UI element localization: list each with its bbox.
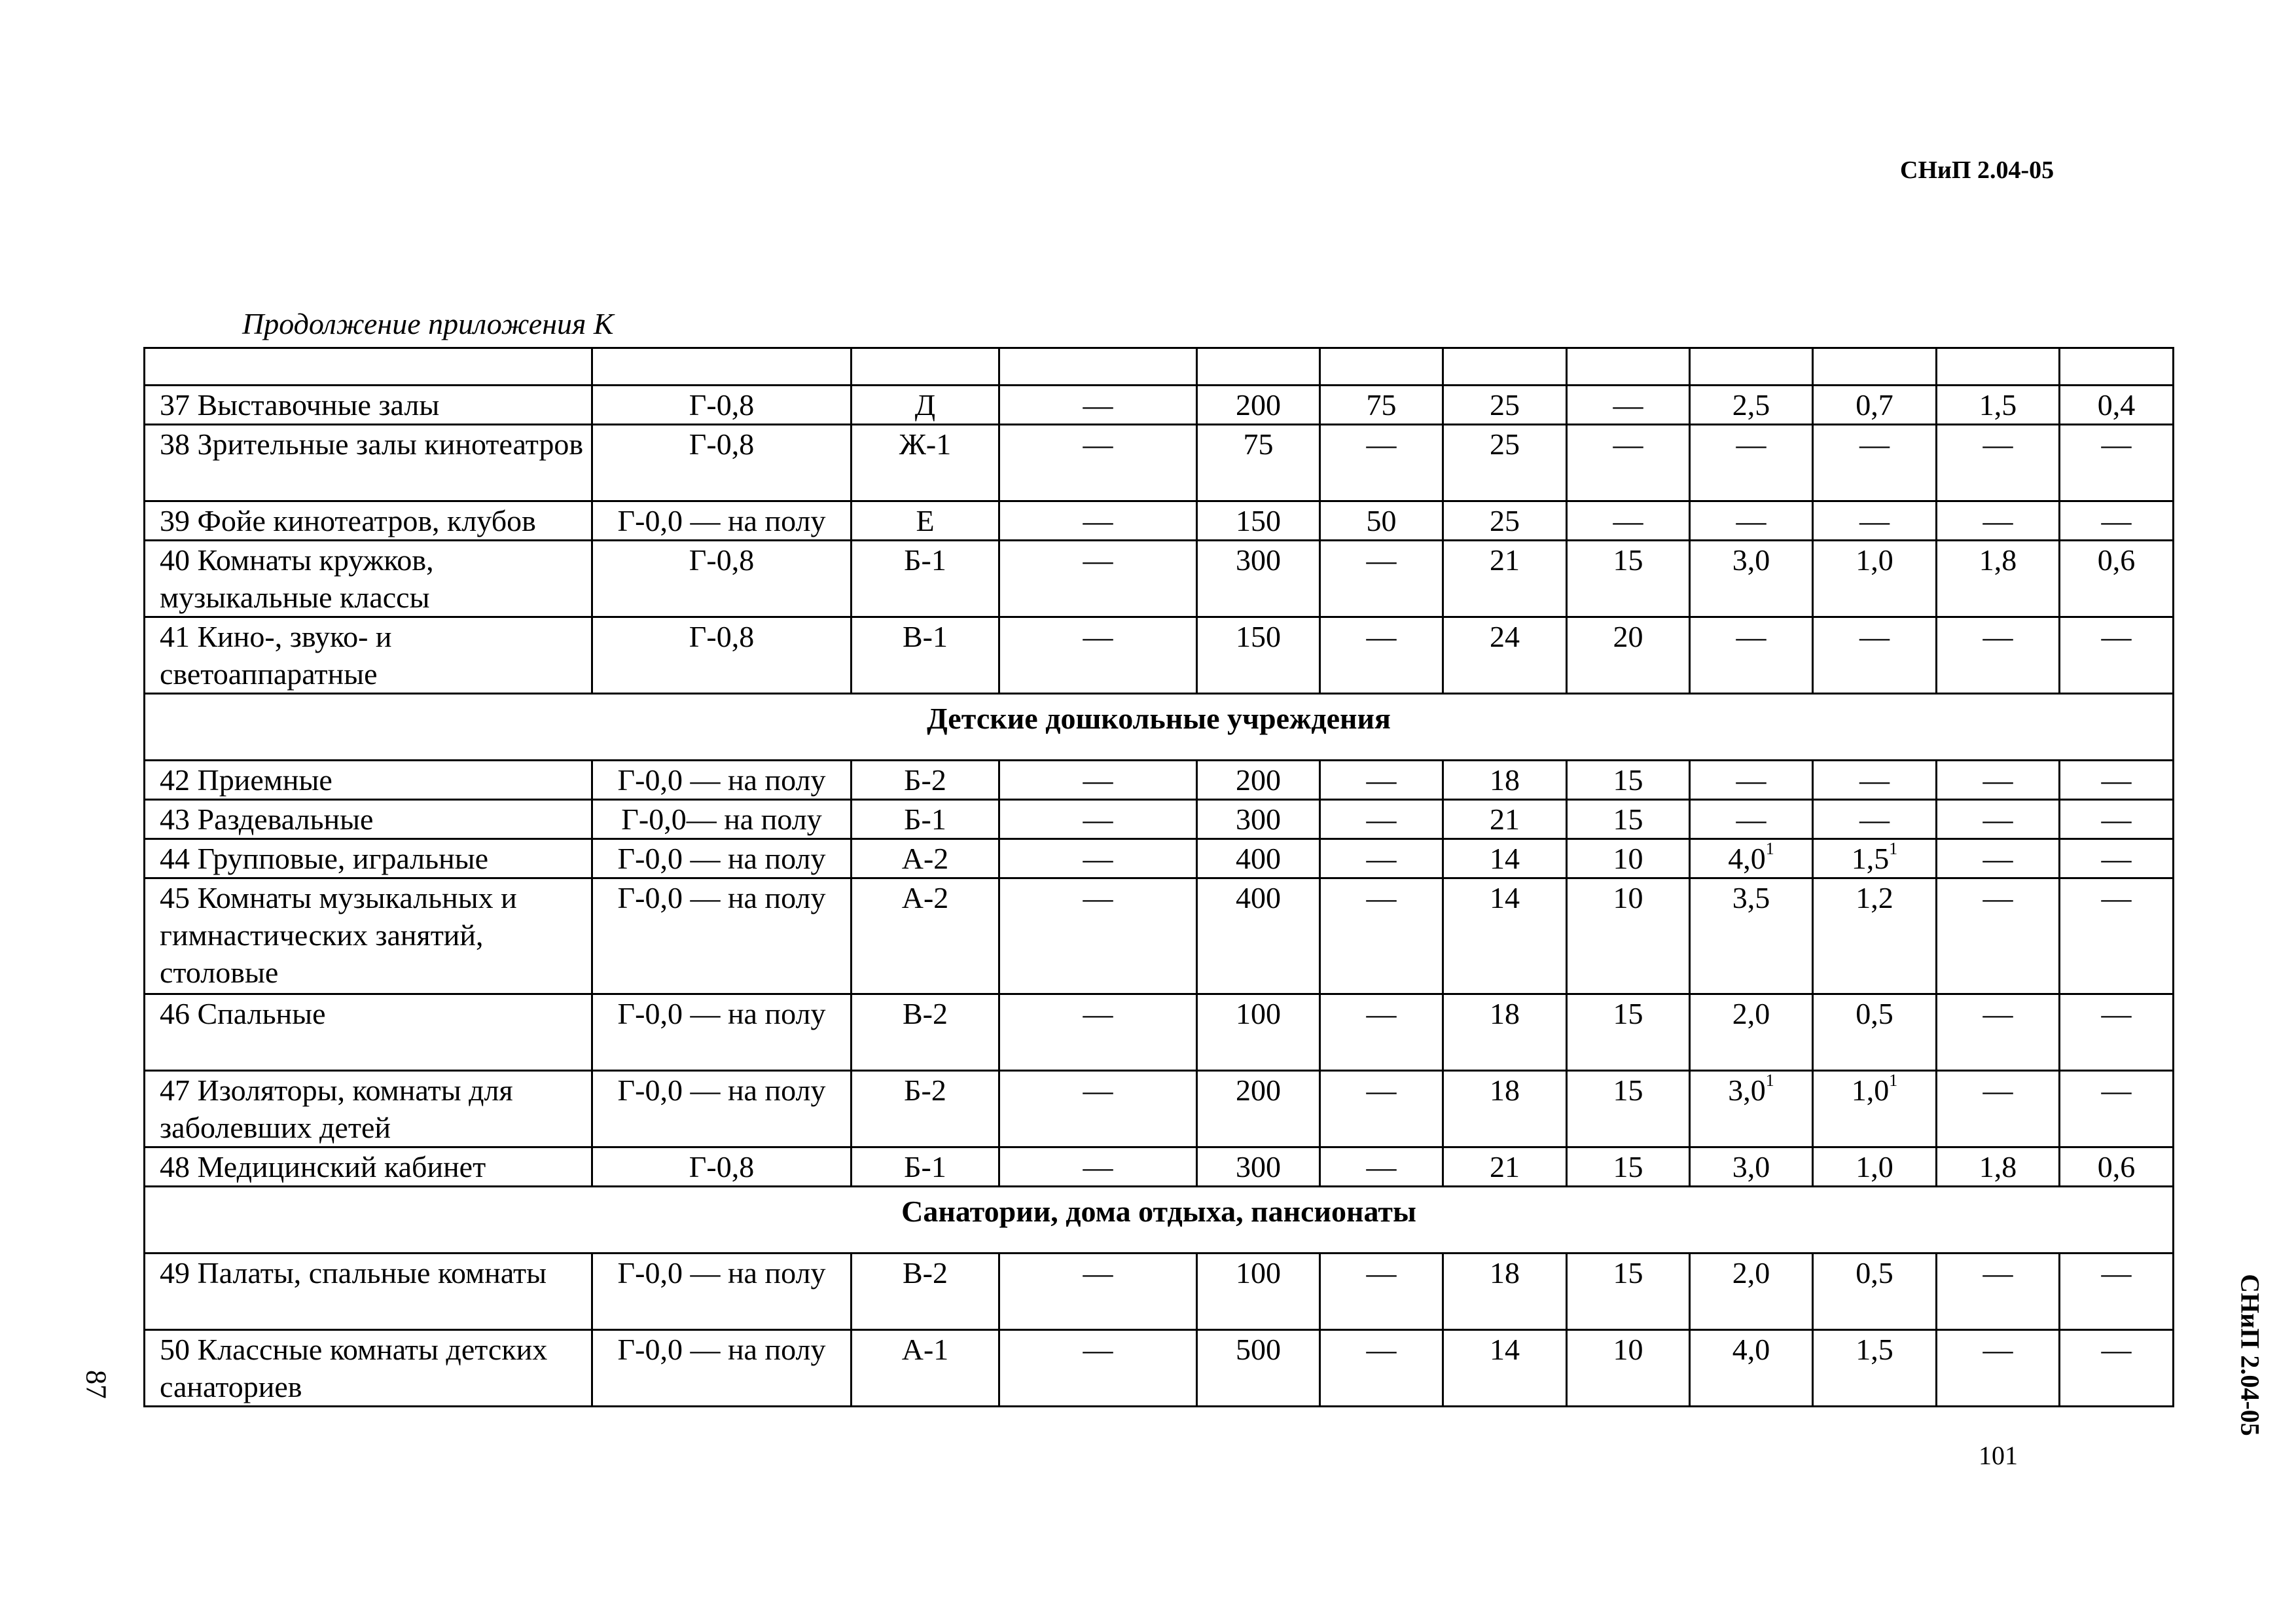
value-text: — — [1859, 803, 1890, 836]
value-cell — [1690, 878, 1813, 994]
value-cell: 20 — [1567, 617, 1690, 694]
value-text: 3,0 — [1732, 1150, 1770, 1183]
room-name-cell: 39 Фойе кинотеатров, клубов — [145, 501, 592, 541]
category-cell: В-2 — [852, 994, 999, 1071]
value-cell: — — [1320, 761, 1443, 800]
value-cell: 0,6 — [2060, 1147, 2174, 1187]
category-cell: Е — [852, 501, 999, 541]
value-cell: — — [1320, 1147, 1443, 1187]
value-text: 2,0 — [1732, 997, 1770, 1030]
category-cell: Б-2 — [852, 1071, 999, 1147]
table-cell — [1690, 348, 1813, 386]
category-cell: Б-2 — [852, 761, 999, 800]
value-cell: — — [999, 800, 1197, 839]
value-cell: 150 — [1197, 617, 1320, 694]
value-cell: — — [1320, 1330, 1443, 1407]
value-cell: 0,6 — [2060, 541, 2174, 617]
value-cell: — — [1567, 501, 1690, 541]
value-cell: 10 — [1567, 839, 1690, 878]
value-cell — [1690, 800, 1813, 839]
value-cell — [1690, 541, 1813, 617]
value-text: 1,5 — [1856, 1333, 1893, 1366]
value-cell: — — [1320, 878, 1443, 994]
value-cell: 18 — [1443, 994, 1567, 1071]
document-code-header: СНиП 2.04-05 — [1900, 156, 2054, 184]
value-cell: — — [999, 1254, 1197, 1330]
category-cell: В-2 — [852, 1254, 999, 1330]
value-cell: — — [1320, 839, 1443, 878]
value-cell: 15 — [1567, 1071, 1690, 1147]
table-row — [145, 386, 2174, 425]
value-cell: — — [2060, 1071, 2174, 1147]
value-cell: 25 — [1443, 386, 1567, 425]
value-cell: — — [999, 1071, 1197, 1147]
value-cell: — — [1937, 425, 2060, 501]
position-cell: Г-0,8 — [592, 617, 852, 694]
value-text: 1,5 — [1851, 842, 1890, 875]
value-cell: — — [2060, 878, 2174, 994]
value-cell: 21 — [1443, 800, 1567, 839]
value-cell: 25 — [1443, 501, 1567, 541]
standards-table — [143, 347, 2174, 1407]
section-title: Детские дошкольные учреждения — [145, 694, 2174, 761]
value-cell: — — [999, 994, 1197, 1071]
position-cell: Г-0,8 — [592, 541, 852, 617]
table-cell — [145, 348, 592, 386]
value-cell — [1690, 1071, 1813, 1147]
value-cell: 300 — [1197, 1147, 1320, 1187]
value-text: 1,0 — [1856, 1150, 1893, 1183]
value-cell: — — [1937, 800, 2060, 839]
footnote-marker: 1 — [1889, 1070, 1898, 1090]
table-cell — [1937, 348, 2060, 386]
table-row — [145, 839, 2174, 878]
value-text: 2,0 — [1732, 1256, 1770, 1290]
value-cell — [1690, 1330, 1813, 1407]
value-cell: 200 — [1197, 386, 1320, 425]
value-cell — [1813, 1330, 1937, 1407]
value-text: 0,5 — [1856, 997, 1893, 1030]
room-name-cell: 37 Выставочные залы — [145, 386, 592, 425]
position-cell: Г-0,0 — на полу — [592, 839, 852, 878]
value-cell — [1813, 800, 1937, 839]
value-cell — [1690, 1147, 1813, 1187]
value-cell: — — [999, 839, 1197, 878]
value-cell: 150 — [1197, 501, 1320, 541]
value-cell — [1813, 617, 1937, 694]
value-cell: 1,5 — [1937, 386, 2060, 425]
value-cell: 50 — [1320, 501, 1443, 541]
table-row — [145, 1147, 2174, 1187]
category-cell: Б-1 — [852, 800, 999, 839]
value-cell: — — [2060, 425, 2174, 501]
value-cell — [1813, 425, 1937, 501]
value-text: 4,0 — [1728, 842, 1766, 875]
value-cell: — — [2060, 994, 2174, 1071]
category-cell: Ж-1 — [852, 425, 999, 501]
value-text: 1,2 — [1856, 881, 1893, 914]
value-cell: 10 — [1567, 1330, 1690, 1407]
value-cell — [1690, 425, 1813, 501]
value-cell: — — [1320, 1254, 1443, 1330]
value-cell: — — [1320, 1071, 1443, 1147]
margin-page-number: 87 — [80, 1370, 113, 1399]
value-cell: — — [1320, 994, 1443, 1071]
value-text: 0,5 — [1856, 1256, 1893, 1290]
value-text: 3,0 — [1732, 543, 1770, 577]
category-cell: А-2 — [852, 839, 999, 878]
section-row — [145, 694, 2174, 761]
value-cell: 25 — [1443, 425, 1567, 501]
room-name-cell: 45 Комнаты музыкальных и гимнастических занятий, столовые — [145, 878, 592, 994]
value-cell: 400 — [1197, 839, 1320, 878]
value-text: — — [1859, 763, 1890, 797]
position-cell: Г-0,0 — на полу — [592, 1330, 852, 1407]
value-cell: — — [1937, 1254, 2060, 1330]
value-cell: — — [1937, 1071, 2060, 1147]
table-row — [145, 1330, 2174, 1407]
value-cell: 18 — [1443, 1254, 1567, 1330]
value-text: 0,7 — [1856, 388, 1893, 422]
value-cell: — — [999, 761, 1197, 800]
value-cell: — — [1320, 617, 1443, 694]
value-cell — [1813, 761, 1937, 800]
position-cell: Г-0,0 — на полу — [592, 878, 852, 994]
value-cell: — — [999, 501, 1197, 541]
value-cell: 200 — [1197, 1071, 1320, 1147]
value-cell: — — [1937, 761, 2060, 800]
value-cell: — — [2060, 1330, 2174, 1407]
value-text: 1,0 — [1856, 543, 1893, 577]
value-text: 1,0 — [1851, 1074, 1890, 1107]
value-cell: 0,4 — [2060, 386, 2174, 425]
value-cell: 14 — [1443, 1330, 1567, 1407]
category-cell: Б-1 — [852, 1147, 999, 1187]
category-cell: А-2 — [852, 878, 999, 994]
table-cell — [592, 348, 852, 386]
value-cell — [1813, 1071, 1937, 1147]
value-cell: — — [999, 425, 1197, 501]
continuation-caption: Продолжение приложения К — [242, 307, 614, 340]
value-cell: — — [999, 1147, 1197, 1187]
table-cell — [1567, 348, 1690, 386]
value-text: — — [1736, 504, 1767, 537]
value-text: — — [1859, 620, 1890, 653]
value-cell — [1690, 501, 1813, 541]
value-text: 4,0 — [1732, 1333, 1770, 1366]
value-cell: — — [999, 541, 1197, 617]
value-cell — [1690, 617, 1813, 694]
value-cell: 21 — [1443, 541, 1567, 617]
value-cell: 24 — [1443, 617, 1567, 694]
position-cell: Г-0,0 — на полу — [592, 501, 852, 541]
value-text: — — [1859, 504, 1890, 537]
table-cell — [1320, 348, 1443, 386]
table-row — [145, 1254, 2174, 1330]
value-cell — [1813, 1147, 1937, 1187]
value-cell: — — [1567, 386, 1690, 425]
table-row — [145, 761, 2174, 800]
value-text: 2,5 — [1732, 388, 1770, 422]
value-cell: 18 — [1443, 1071, 1567, 1147]
footnote-marker: 1 — [1765, 1070, 1774, 1090]
value-text: — — [1736, 427, 1767, 461]
value-cell: — — [2060, 617, 2174, 694]
room-name-cell: 48 Медицинский кабинет — [145, 1147, 592, 1187]
value-cell — [1813, 839, 1937, 878]
value-cell — [1813, 386, 1937, 425]
value-cell: 400 — [1197, 878, 1320, 994]
value-cell: 200 — [1197, 761, 1320, 800]
value-cell: 15 — [1567, 1147, 1690, 1187]
section-row — [145, 1187, 2174, 1254]
value-cell: — — [999, 878, 1197, 994]
value-cell: 18 — [1443, 761, 1567, 800]
value-cell: — — [1937, 994, 2060, 1071]
value-cell: 15 — [1567, 761, 1690, 800]
value-cell: 300 — [1197, 541, 1320, 617]
room-name-cell: 38 Зрительные залы кинотеатров — [145, 425, 592, 501]
value-cell — [1813, 541, 1937, 617]
page-number: 101 — [1979, 1441, 2018, 1470]
position-cell: Г-0,0 — на полу — [592, 1254, 852, 1330]
value-cell: — — [2060, 761, 2174, 800]
value-cell: 75 — [1320, 386, 1443, 425]
value-cell: — — [2060, 501, 2174, 541]
value-cell: 14 — [1443, 878, 1567, 994]
table-row — [145, 501, 2174, 541]
value-cell: 100 — [1197, 994, 1320, 1071]
room-name-cell: 49 Палаты, спальные комнаты — [145, 1254, 592, 1330]
position-cell: Г-0,0— на полу — [592, 800, 852, 839]
value-cell: 500 — [1197, 1330, 1320, 1407]
room-name-cell: 47 Изоляторы, комнаты для заболевших детей — [145, 1071, 592, 1147]
room-name-cell: 46 Спальные — [145, 994, 592, 1071]
table-cell — [1813, 348, 1937, 386]
table-cell — [1197, 348, 1320, 386]
value-cell — [1690, 994, 1813, 1071]
table-body — [145, 348, 2174, 1407]
value-cell: — — [2060, 800, 2174, 839]
position-cell: Г-0,8 — [592, 425, 852, 501]
room-name-cell: 42 Приемные — [145, 761, 592, 800]
table-header-blank-row — [145, 348, 2174, 386]
value-cell: — — [1937, 878, 2060, 994]
category-cell: В-1 — [852, 617, 999, 694]
margin-document-code: СНиП 2.04-05 — [2235, 1274, 2265, 1436]
table-cell — [999, 348, 1197, 386]
value-cell: — — [1937, 617, 2060, 694]
table-cell — [852, 348, 999, 386]
value-cell — [1813, 994, 1937, 1071]
table-row — [145, 541, 2174, 617]
value-text: 3,0 — [1728, 1074, 1766, 1107]
value-cell: 15 — [1567, 541, 1690, 617]
value-cell: — — [1567, 425, 1690, 501]
value-text: — — [1859, 427, 1890, 461]
value-cell: — — [999, 386, 1197, 425]
table-row — [145, 1071, 2174, 1147]
position-cell: Г-0,8 — [592, 386, 852, 425]
value-cell: — — [999, 1330, 1197, 1407]
value-cell: 10 — [1567, 878, 1690, 994]
value-cell — [1690, 386, 1813, 425]
value-cell: 75 — [1197, 425, 1320, 501]
value-cell — [1813, 878, 1937, 994]
table-cell — [1443, 348, 1567, 386]
room-name-cell: 40 Комнаты кружков, музыкальные классы — [145, 541, 592, 617]
value-cell: 1,8 — [1937, 1147, 2060, 1187]
value-text: — — [1736, 763, 1767, 797]
value-text: 3,5 — [1732, 881, 1770, 914]
value-cell: 14 — [1443, 839, 1567, 878]
value-cell: 300 — [1197, 800, 1320, 839]
position-cell: Г-0,0 — на полу — [592, 994, 852, 1071]
value-cell: — — [1320, 541, 1443, 617]
value-cell: 21 — [1443, 1147, 1567, 1187]
category-cell: Б-1 — [852, 541, 999, 617]
category-cell: Д — [852, 386, 999, 425]
position-cell: Г-0,8 — [592, 1147, 852, 1187]
value-cell: — — [999, 617, 1197, 694]
value-cell — [1813, 1254, 1937, 1330]
value-cell: — — [1937, 501, 2060, 541]
value-cell — [1690, 761, 1813, 800]
table-row — [145, 800, 2174, 839]
value-cell: — — [1320, 425, 1443, 501]
table-row — [145, 994, 2174, 1071]
value-cell: — — [2060, 839, 2174, 878]
room-name-cell: 41 Кино-, звуко- и светоаппаратные — [145, 617, 592, 694]
value-cell — [1690, 1254, 1813, 1330]
value-cell: — — [2060, 1254, 2174, 1330]
footnote-marker: 1 — [1889, 839, 1898, 858]
position-cell: Г-0,0 — на полу — [592, 1071, 852, 1147]
value-cell: — — [1937, 839, 2060, 878]
room-name-cell: 43 Раздевальные — [145, 800, 592, 839]
room-name-cell: 44 Групповые, игральные — [145, 839, 592, 878]
value-text: — — [1736, 620, 1767, 653]
category-cell: А-1 — [852, 1330, 999, 1407]
value-cell — [1813, 501, 1937, 541]
table-row — [145, 617, 2174, 694]
value-cell: 15 — [1567, 994, 1690, 1071]
value-cell: 15 — [1567, 800, 1690, 839]
value-cell: 1,8 — [1937, 541, 2060, 617]
room-name-cell: 50 Классные комнаты детских санаториев — [145, 1330, 592, 1407]
section-title: Санатории, дома отдыха, пансионаты — [145, 1187, 2174, 1254]
footnote-marker: 1 — [1765, 839, 1774, 858]
value-text: — — [1736, 803, 1767, 836]
value-cell: 15 — [1567, 1254, 1690, 1330]
value-cell: — — [1937, 1330, 2060, 1407]
table-row — [145, 878, 2174, 994]
table-row — [145, 425, 2174, 501]
value-cell: 100 — [1197, 1254, 1320, 1330]
value-cell: — — [1320, 800, 1443, 839]
value-cell — [1690, 839, 1813, 878]
table-cell — [2060, 348, 2174, 386]
position-cell: Г-0,0 — на полу — [592, 761, 852, 800]
